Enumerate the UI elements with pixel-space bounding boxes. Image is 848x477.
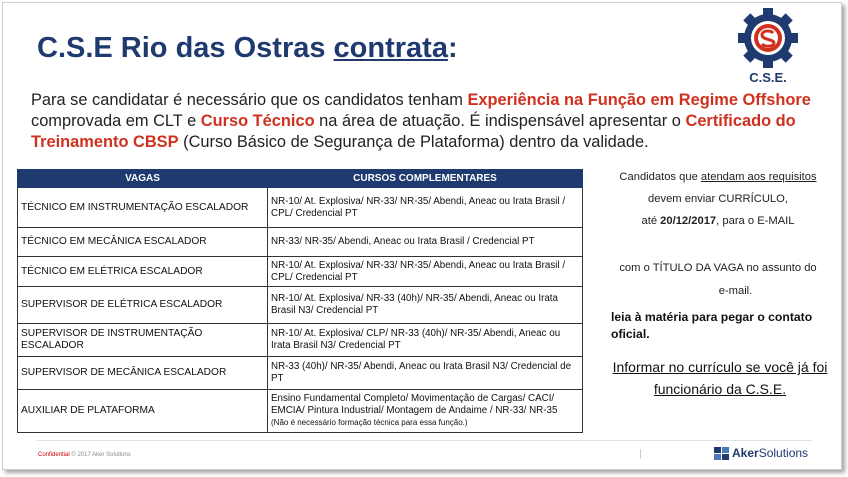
title-text: C.S.E Rio das Ostras bbox=[37, 32, 334, 64]
table-header-row bbox=[18, 170, 583, 188]
instruction-deadline: 20/12/2017 bbox=[660, 215, 717, 227]
table-row bbox=[18, 257, 583, 287]
copyright-text: © 2017 Aker Solutions bbox=[69, 452, 131, 458]
contact-note: leia à matéria para pegar o contato oficial. bbox=[611, 310, 813, 341]
instruction-until: até bbox=[641, 215, 661, 227]
intro-highlight-certificate: Certificado do Treinamento CBSP bbox=[31, 112, 796, 151]
table-row bbox=[18, 324, 583, 357]
job-courses: NR-10/ At. Explosiva/ NR-33/ NR-35/ Abendi, Aneac ou Irata Brasil / CPL/ Credencial PT bbox=[268, 188, 583, 228]
logo-text: C.S.E. bbox=[749, 70, 787, 85]
job-title: SUPERVISOR DE ELÉTRICA ESCALADOR bbox=[18, 287, 268, 324]
table-row bbox=[18, 357, 583, 390]
title-colon: : bbox=[447, 32, 458, 64]
table-row bbox=[18, 390, 583, 433]
intro-text-2: comprovada em CLT e bbox=[31, 112, 201, 130]
instruction-email-word: e-mail. bbox=[718, 285, 753, 297]
former-employee-note: Informar no currículo se você já foi funcionário da C.S.E. bbox=[612, 359, 828, 397]
intro-highlight-experience: Experiência na Função em Regime Offshore bbox=[467, 91, 811, 109]
table-row bbox=[18, 188, 583, 228]
job-courses bbox=[268, 390, 583, 433]
job-courses: NR-10/ At. Explosiva/ NR-33/ NR-35/ Abendi, Aneac ou Irata Brasil / CPL/ Credencial PT bbox=[268, 257, 583, 287]
job-courses: NR-33 (40h)/ NR-35/ Abendi, Aneac ou Irata Brasil N3/ Credencial de PT bbox=[268, 357, 583, 390]
instruction-subject: com o TÍTULO DA VAGA no assunto do bbox=[619, 262, 817, 274]
jobs-table bbox=[17, 169, 583, 433]
intro-paragraph bbox=[31, 90, 821, 153]
title-underlined: contrata bbox=[333, 32, 448, 64]
header-vagas: VAGAS bbox=[18, 170, 268, 188]
job-title: SUPERVISOR DE MECÂNICA ESCALADOR bbox=[18, 357, 268, 390]
job-title: SUPERVISOR DE INSTRUMENTAÇÃO ESCALADOR bbox=[18, 324, 268, 357]
table-row bbox=[18, 287, 583, 324]
instruction-requirements: atendam aos requisitos bbox=[700, 171, 817, 183]
job-courses: NR-33/ NR-35/ Abendi, Aneac ou Irata Brasil / Credencial PT bbox=[268, 228, 583, 257]
intro-text-4: (Curso Básico de Segurança de Plataforma) dentro da validade. bbox=[178, 133, 649, 151]
aker-mark-icon bbox=[714, 447, 729, 460]
job-courses-note: (Não é necessário formação técnica para essa função.) bbox=[271, 418, 468, 427]
job-title: TÉCNICO EM MECÂNICA ESCALADOR bbox=[18, 228, 268, 257]
footer-divider bbox=[37, 440, 812, 441]
footer-confidential bbox=[38, 452, 131, 458]
intro-highlight-course: Curso Técnico bbox=[200, 112, 315, 130]
job-title: TÉCNICO EM ELÉTRICA ESCALADOR bbox=[18, 257, 268, 287]
header-cursos: CURSOS COMPLEMENTARES bbox=[268, 170, 583, 188]
job-title: TÉCNICO EM INSTRUMENTAÇÃO ESCALADOR bbox=[18, 188, 268, 228]
page-title bbox=[37, 32, 458, 65]
aker-solutions-logo bbox=[714, 445, 808, 461]
instruction-send-cv: devem enviar CURRÍCULO, bbox=[648, 193, 788, 205]
table-row bbox=[18, 228, 583, 257]
footer-separator bbox=[640, 449, 641, 459]
confidential-label: Confidential bbox=[38, 452, 70, 458]
job-courses: NR-10/ At. Explosiva/ CLP/ NR-33 (40h)/ NR-35/ Abendi, Aneac ou Irata Brasil N3/ Credencial PT bbox=[268, 324, 583, 357]
intro-text-1: Para se candidatar é necessário que os candidatos tenham bbox=[31, 91, 468, 109]
job-courses: NR-10/ At. Explosiva/ NR-33 (40h)/ NR-35/ Abendi, Aneac ou Irata Brasil N3/ Credencial PT bbox=[268, 287, 583, 324]
cse-gear-logo bbox=[735, 8, 801, 86]
intro-text-3: na área de atuação. É indispensável apresentar o bbox=[314, 112, 686, 130]
job-courses-text: Ensino Fundamental Completo/ Movimentação de Cargas/ CACI/ EMCIA/ Pintura Industrial/ Montagem de Andaime / NR-33/ NR-35 bbox=[271, 393, 558, 416]
brand-bold: Aker bbox=[732, 446, 759, 460]
instructions-panel bbox=[598, 169, 838, 300]
job-title: AUXILIAR DE PLATAFORMA bbox=[18, 390, 268, 433]
instruction-email: , para o E-MAIL bbox=[716, 215, 795, 227]
instruction-text: Candidatos que bbox=[619, 171, 701, 183]
brand-light: Solutions bbox=[758, 446, 809, 460]
